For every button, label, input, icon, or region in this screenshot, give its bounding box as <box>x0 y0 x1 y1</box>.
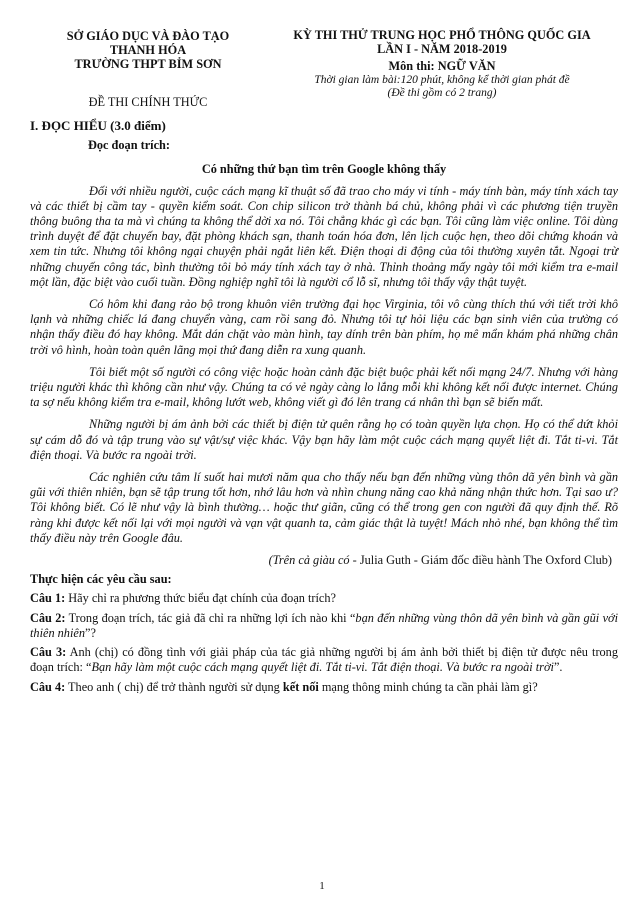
exam-session: LẦN I - NĂM 2018-2019 <box>377 41 507 56</box>
source-author: Julia Guth - Giám đốc điều hành The Oxford Club) <box>359 553 612 568</box>
issuer-province: THANH HÓA <box>109 43 187 57</box>
passage-paragraph: Những người bị ám ảnh bởi các thiết bị điện tử quên rằng họ có toàn quyền lựa chọn. Họ có thể dứt khỏi sự cám dỗ đó và tập trung vào sự vật/sự việc khác. Vậy bạn hãy làm một cuộc cách mạng quyết liệt đi. Tắt ti-vi. Tắt điện thoại. Và bước ra ngoài trời. <box>30 417 618 462</box>
read-label: Đọc đoạn trích: <box>88 138 170 153</box>
question-label: Câu 3: <box>30 645 67 660</box>
pages-note: (Đề thi gồm có 2 trang) <box>387 87 497 100</box>
passage-title: Có những thứ bạn tìm trên Google không thấy <box>201 162 447 177</box>
question-quote: bạn đến những vùng thôn dã yên bình và gần gũi với thiên nhiên <box>30 610 619 640</box>
task-label: Thực hiện các yêu cầu sau: <box>30 572 172 587</box>
passage-source <box>30 553 612 568</box>
issuer-department: SỞ GIÁO DỤC VÀ ĐÀO TẠO <box>66 29 230 43</box>
passage-paragraph: Có hôm khi đang rảo bộ trong khuôn viên trường đại học Virginia, tôi vô cùng thích thú với tiết trời khô lạnh và những chiếc lá đang chuyển vàng, cam rồi sang đỏ. Nhưng tôi tự hỏi liệu các bạn sinh viên của trường có nhận thấy điều đó hay không. Mắt dán chặt vào màn hình, tay dính trên bàn phím, họ mê mẩn khám phá những chân trời vô hình, hoàn toàn quên lãng mọi thứ đang diễn ra xung quanh. <box>30 297 618 357</box>
question-4 <box>30 680 618 695</box>
passage-paragraph: Các nghiên cứu tâm lí suốt hai mươi năm qua cho thấy nếu bạn đến những vùng thôn dã yên bình và gần gũi với thiên nhiên, bạn sẽ tập trung tốt hơn, nhớ lâu hơn và nhìn chung năng cao khả năng nhận thức hơn. Tại sao ư? Tôi không biết. Có lẽ như vậy là bình thường… hoặc thư giãn, cũng có thể trong gen con người đã quy định thế. Rõ ràng khi được kết nối lại với mọi người và vạn vật quanh ta, cảm giác thật là tuyệt! Mách nhỏ nhé, bạn không thể tìm thấy điều này trên Google đâu. <box>30 470 618 545</box>
passage-paragraph: Đối với nhiều người, cuộc cách mạng kĩ thuật số đã trao cho máy vi tính - máy tính bàn, máy tính xách tay và các thiết bị cầm tay - quyền kiểm soát. Con chip silicon trở thành bá chủ, không phải vì các phương tiện truyền thông buông tha ta mà vì chúng ta không thể dời xa nó. Tôi chẳng khác gì các bạn. Tôi cũng làm việc online. Tôi dùng trình duyệt để đặt chuyến bay, đặt phòng khách sạn, thanh toán hóa đơn, lên lịch cuộc hẹn, theo dõi chứng khoán và xem tin tức. Nhưng tôi không ngại chuyện phải ngắt liên kết. Điện thoại di động của tôi thường xuyên tắt. Ngoại trừ những chuyến công tác, bình thường tôi bỏ máy tính xách tay ở nhà. Thỉnh thoảng mấy ngày tôi mới kiểm tra e-mail một lần, đặc biệt vào cuối tuần. Đồng nghiệp nghĩ tôi là người cổ lỗ sĩ, nhưng tôi thấy vậy thật tuyệt. <box>30 183 618 289</box>
page-number: 1 <box>319 880 325 892</box>
question-label: Câu 2: <box>30 610 66 625</box>
official-label: ĐỀ THI CHÍNH THỨC <box>88 95 208 109</box>
section-title: I. ĐỌC HIỂU (3.0 điểm) <box>30 118 166 133</box>
question-label: Câu 4: <box>30 679 66 694</box>
question-text-end: mạng thông minh chúng ta cần phải làm gì? <box>318 679 538 694</box>
time-note: Thời gian làm bài:120 phút, không kể thời gian phát đề <box>314 73 570 86</box>
question-text: Trong đoạn trích, tác giả đã chỉ ra những lợi ích nào khi “ <box>65 610 356 625</box>
question-1 <box>30 591 618 606</box>
issuer-block <box>32 29 264 109</box>
question-text-end: ”. <box>553 660 563 675</box>
question-text: Hãy chỉ ra phương thức biểu đạt chính của đoạn trích? <box>65 591 336 606</box>
question-keyword: kết nối <box>282 679 319 694</box>
question-3 <box>30 645 618 675</box>
question-text: Anh (chị) có đồng tình với giải pháp của tác giả những người bị ám ảnh bởi thiết bị điện tử được nêu trong đoạn trích: “ <box>30 645 618 675</box>
exam-body <box>30 118 618 699</box>
passage-paragraph: Tôi biết một số người có công việc hoặc hoàn cảnh đặc biệt buộc phải kết nối mạng 24/7. Nhưng với hàng triệu người khác thì không cần như vậy. Chúng ta có vẻ ngày càng lo lắng mỗi khi không kết nối được internet. Chúng ta sợ nếu không kiểm tra e-mail, không lướt web, không viết gì đó lên trang cá nhân thì bạn sẽ biến mất. <box>30 364 618 410</box>
question-2 <box>30 611 618 641</box>
question-quote: Bạn hãy làm một cuộc cách mạng quyết liệt đi. Tắt ti-vi. Tắt điện thoại. Và bước ra ngoài trời <box>91 660 554 675</box>
question-text-end: ”? <box>84 625 96 640</box>
question-label: Câu 1: <box>30 591 66 606</box>
issuer-school: TRƯỜNG THPT BỈM SƠN <box>74 57 222 71</box>
question-text: Theo anh ( chị) để trở thành người sử dụng <box>65 679 283 694</box>
source-book: (Trên cả giàu có - <box>268 553 360 568</box>
exam-title: KỲ THI THỬ TRUNG HỌC PHỔ THÔNG QUỐC GIA <box>293 28 591 42</box>
exam-subject <box>272 60 612 74</box>
subject-label: Môn thi: <box>388 59 435 74</box>
exam-info-block <box>272 29 612 101</box>
subject-value: NGỮ VĂN <box>437 59 496 74</box>
